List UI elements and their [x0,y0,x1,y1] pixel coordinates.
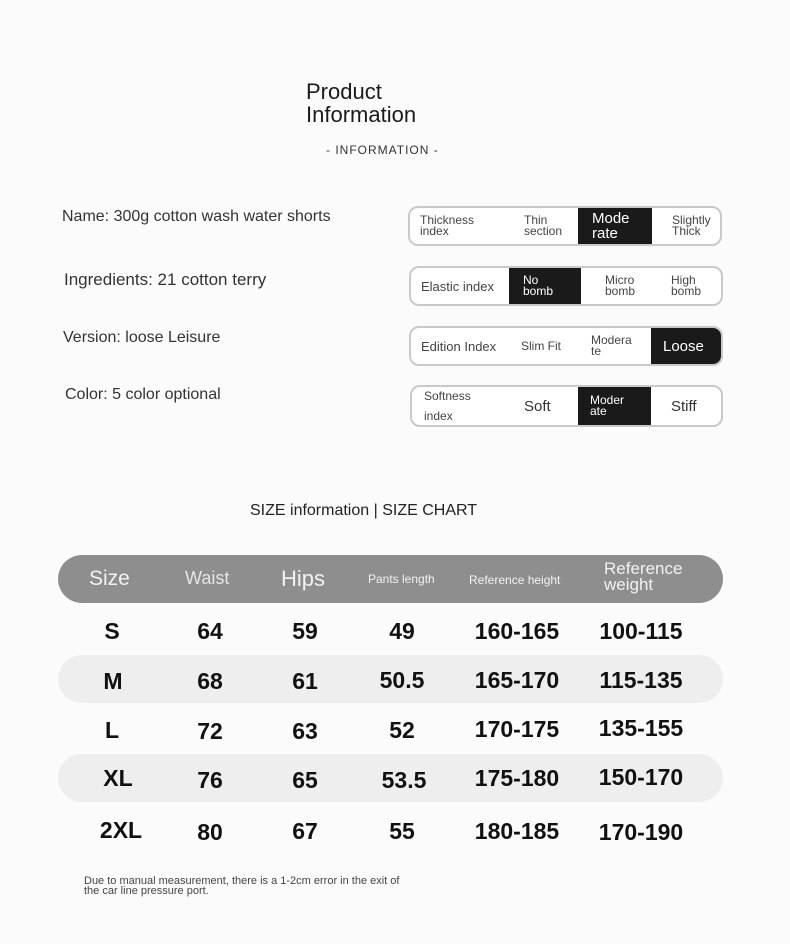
column-header-size: Size [89,567,130,590]
thickness-index-label [410,208,514,244]
cell-weight: 150-170 [598,764,684,790]
option-line: bomb [523,284,554,298]
cell-waist: 76 [197,767,223,793]
title-line-2: Information [306,102,417,127]
option-line: Slightly [672,213,711,227]
edition-index-label: Edition Index [421,338,497,354]
cell-height: 165-170 [474,667,560,693]
option-line: Thick [672,224,701,238]
option-line: te [591,344,602,358]
edition-index-scale [409,326,723,366]
option-line: bomb [605,284,636,298]
footnote-line: the car line pressure port. [84,885,209,897]
cell-hips: 59 [292,618,318,644]
cell-weight: 100-115 [599,618,683,644]
elastic-option-high-bomb [651,268,721,304]
cell-hips: 63 [292,718,318,744]
cell-weight: 135-155 [598,715,684,741]
softness-index-label [412,387,510,425]
option-line: Mode [592,210,630,227]
cell-hips: 61 [292,668,318,694]
column-header-reference-weight [604,561,682,593]
header-line: weight [604,575,654,594]
cell-weight: 170-190 [598,819,684,845]
option-line: Thin [524,213,548,227]
cell-length: 49 [389,618,415,644]
cell-size: L [104,717,120,743]
label-line: index [420,224,449,238]
cell-length: 52 [389,717,415,743]
cell-size: S [104,618,120,644]
option-line: High [671,273,696,287]
option-line: rate [592,225,618,242]
elastic-index-scale [409,266,723,306]
softness-option-moderate [578,387,651,425]
label-line: Thickness [420,213,475,227]
option-line: ate [590,404,607,418]
page-title [306,80,416,126]
cell-size: XL [103,765,133,791]
edition-option-moderate [581,328,651,364]
thickness-option-moderate [578,208,652,244]
cell-waist: 68 [197,668,223,694]
cell-length: 55 [389,818,415,844]
size-table-header [58,555,723,603]
column-header-pants-length: Pants length [368,572,435,586]
product-version: Version: loose Leisure [63,329,221,346]
thickness-option-slightly-thick [652,208,722,244]
option-line: section [524,224,563,238]
title-line-1: Product [306,79,382,104]
cell-hips: 67 [292,818,318,844]
option-line: Micro [605,273,635,287]
column-header-reference-height: Reference height [469,573,561,587]
footnote-line: Due to manual measurement, there is a 1-2cm error in the exit of [84,875,400,887]
cell-hips: 65 [292,767,318,793]
option-line: Moder [590,393,625,407]
product-color: Color: 5 color optional [65,386,221,403]
product-name: Name: 300g cotton wash water shorts [62,208,331,225]
cell-height: 180-185 [474,818,560,844]
elastic-index-label: Elastic index [421,278,494,294]
product-ingredients: Ingredients: 21 cotton terry [64,270,267,289]
cell-length: 53.5 [381,767,427,793]
cell-length: 50.5 [379,667,425,693]
softness-option-stiff: Stiff [671,397,697,415]
softness-index-scale [410,385,723,427]
elastic-option-micro-bomb [581,268,651,304]
label-line: index [424,409,453,423]
cell-weight: 115-135 [599,667,683,693]
cell-height: 160-165 [474,618,560,644]
cell-height: 175-180 [474,765,560,791]
cell-size: 2XL [99,817,143,843]
cell-height: 170-175 [474,716,560,742]
option-line: No [523,273,539,287]
option-line: Modera [591,333,632,347]
cell-waist: 72 [197,718,223,744]
edition-option-slim-fit: Slim Fit [521,338,561,353]
column-header-hips: Hips [281,566,326,591]
header-line: Reference [604,559,683,578]
thickness-index-scale [408,206,722,246]
edition-option-loose: Loose [651,328,721,364]
cell-waist: 80 [197,819,223,845]
thickness-option-thin [514,208,578,244]
option-line: bomb [671,284,702,298]
softness-option-soft: Soft [524,397,551,415]
cell-size: M [103,668,123,694]
size-chart-heading: SIZE information | SIZE CHART [250,502,478,519]
column-header-waist: Waist [185,568,230,588]
label-line: Softness [424,389,471,403]
measurement-footnote [84,876,444,896]
elastic-option-no-bomb [509,268,581,304]
page-subtitle: - INFORMATION - [326,143,439,157]
cell-waist: 64 [197,618,223,644]
